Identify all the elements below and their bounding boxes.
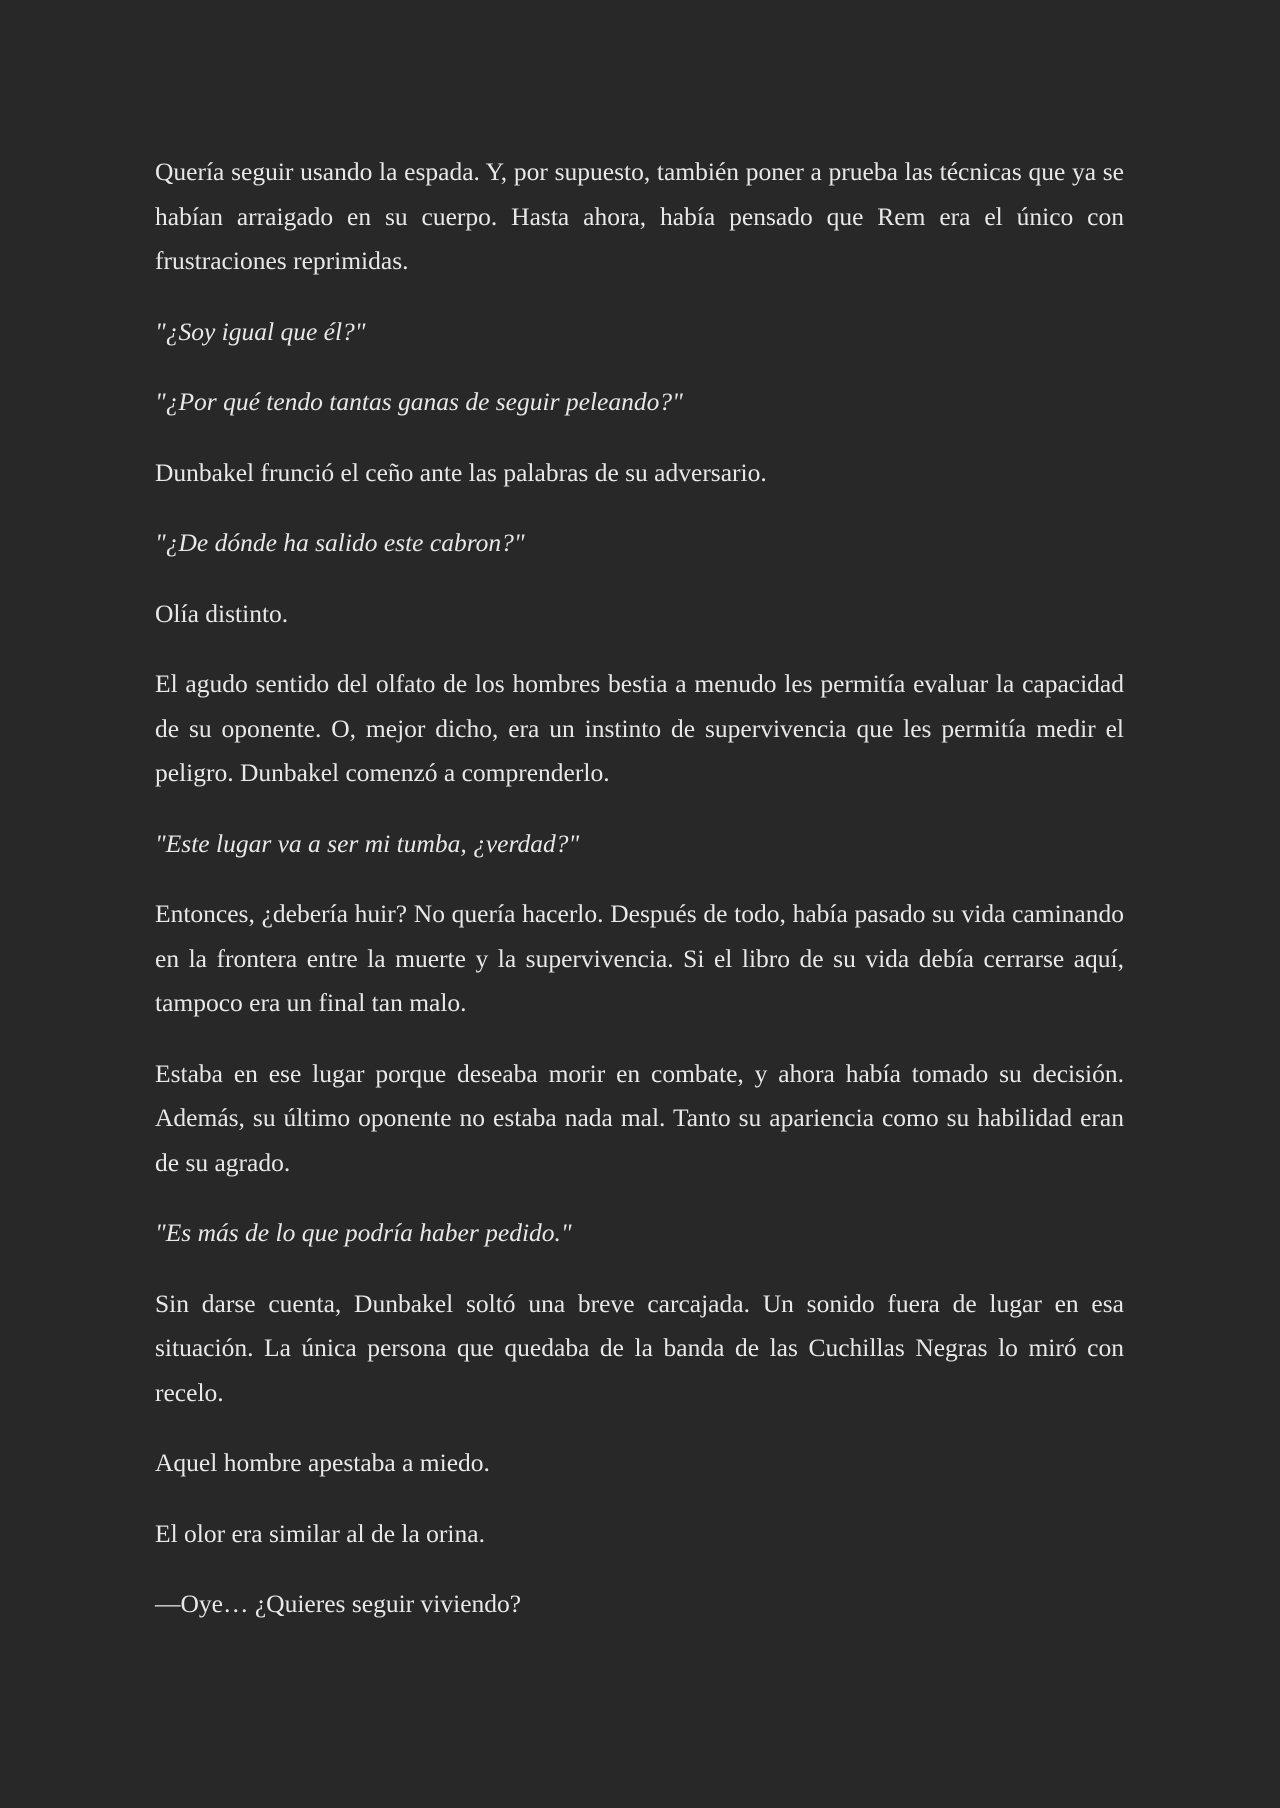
paragraph: Dunbakel frunció el ceño ante las palabras de su adversario. [155, 457, 767, 487]
thought-line: "Este lugar va a ser mi tumba, ¿verdad?" [155, 828, 580, 858]
document-body [155, 150, 1124, 1653]
paragraph: Sin darse cuenta, Dunbakel soltó una breve carcajada. Un sonido fuera de lugar en esa situación. La única persona que quedaba de la banda de las Cuchillas Negras lo miró con recelo. [155, 1288, 1124, 1407]
thought-line: "¿Soy igual que él?" [155, 316, 366, 346]
paragraph: Aquel hombre apestaba a miedo. [155, 1448, 490, 1477]
thought-line: "¿De dónde ha salido este cabron?" [155, 528, 525, 557]
paragraph: Estaba en ese lugar porque deseaba morir en combate, y ahora había tomado su decisión. Además, su último oponente no estaba nada mal. Tanto su apariencia como su habilidad eran de su agrado. [155, 1058, 1124, 1177]
paragraph: Quería seguir usando la espada. Y, por supuesto, también poner a prueba las técnicas que ya se habían arraigado en su cuerpo. Hasta ahora, había pensado que Rem era el único con frustraciones reprimidas. [155, 157, 1124, 275]
paragraph: Olía distinto. [155, 598, 289, 628]
thought-line: "Es más de lo que podría haber pedido." [155, 1218, 572, 1247]
thought-line: "¿Por qué tendo tantas ganas de seguir peleando?" [155, 387, 683, 416]
paragraph: El agudo sentido del olfato de los hombres bestia a menudo les permitía evaluar la capacidad de su oponente. O, mejor dicho, era un instinto de supervivencia que les permitía medir el peligro. Dunbakel comenzó a comprenderlo. [155, 669, 1124, 787]
dialogue-line: —Oye… ¿Quieres seguir viviendo? [155, 1589, 522, 1618]
paragraph: Entonces, ¿debería huir? No quería hacerlo. Después de todo, había pasado su vida caminando en la frontera entre la muerte y la supervivencia. Si el libro de su vida debía cerrarse aquí, tampoco era un final tan malo. [155, 899, 1124, 1017]
paragraph: El olor era similar al de la orina. [155, 1518, 485, 1548]
